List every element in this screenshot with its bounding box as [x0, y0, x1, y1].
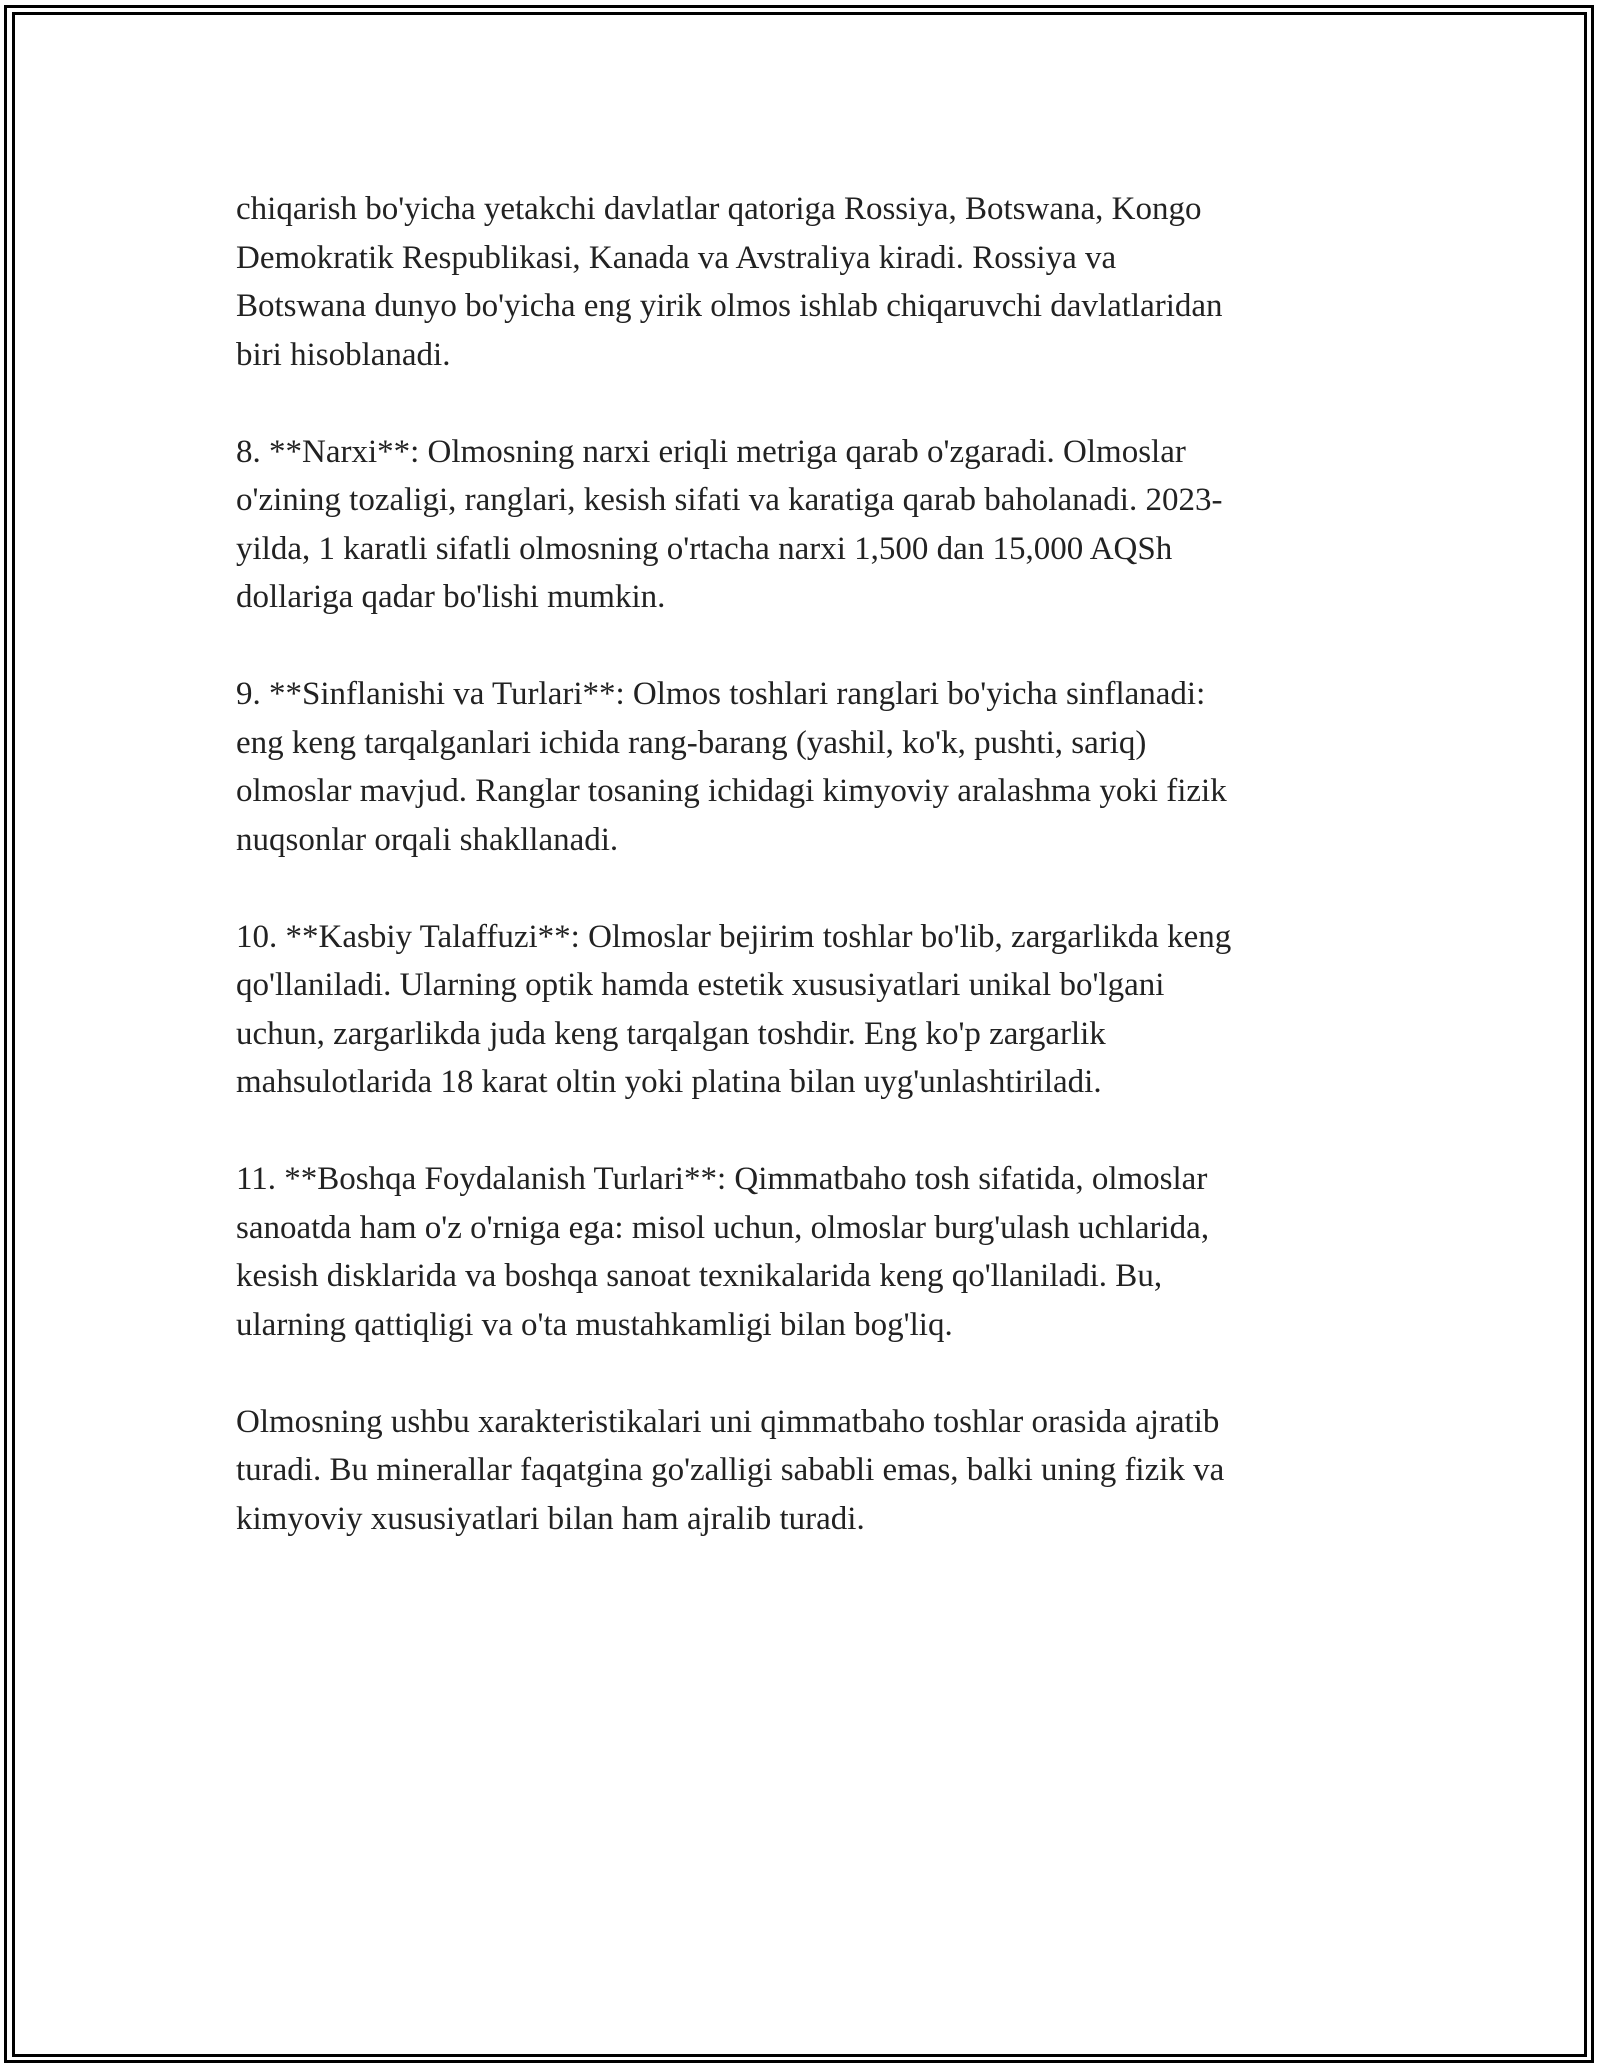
text-line: kimyoviy xususiyatlari bilan ham ajralib turadi.	[236, 1500, 865, 1537]
text-line: ularning qattiqligi va o'ta mustahkamligi bilan bog'liq.	[236, 1306, 953, 1343]
paragraph-industrial-use	[236, 1155, 1366, 1349]
text-line: chiqarish bo'yicha yetakchi davlatlar qatoriga Rossiya, Botswana, Kongo	[236, 191, 1202, 227]
text-line: eng keng tarqalganlari ichida rang-barang (yashil, ko'k, pushti, sariq)	[236, 724, 1147, 761]
text-line: Demokratik Respublikasi, Kanada va Avstraliya kiradi. Rossiya va	[236, 239, 1117, 276]
text-line: uchun, zargarlikda juda keng tarqalgan toshdir. Eng ko'p zargarlik	[236, 1015, 1106, 1052]
text-line: mahsulotlarida 18 karat oltin yoki platina bilan uyg'unlashtiriladi.	[236, 1064, 1102, 1100]
paragraph-producers	[236, 185, 1366, 379]
text-line: yilda, 1 karatli sifatli olmosning o'rtacha narxi 1,500 dan 15,000 AQSh	[236, 530, 1173, 567]
text-line: sanoatda ham o'z o'rniga ega: misol uchun, olmoslar burg'ulash uchlarida,	[236, 1209, 1210, 1246]
text-line: kesish disklarida va boshqa sanoat texnikalarida keng qo'llaniladi. Bu,	[236, 1258, 1163, 1294]
text-line: Botswana dunyo bo'yicha eng yirik olmos ishlab chiqaruvchi davlatlaridan	[236, 288, 1223, 324]
text-line: turadi. Bu minerallar faqatgina go'zalligi sababli emas, balki uning fizik va	[236, 1452, 1225, 1488]
text-line: biri hisoblanadi.	[236, 336, 451, 373]
text-line: 11. **Boshqa Foydalanish Turlari**: Qimmatbaho tosh sifatida, olmoslar	[236, 1161, 1208, 1197]
text-line: qo'llaniladi. Ularning optik hamda estetik xususiyatlari unikal bo'lgani	[236, 967, 1165, 1003]
text-line: olmoslar mavjud. Ranglar tosaning ichidagi kimyoviy aralashma yoki fizik	[236, 773, 1227, 809]
text-line: 10. **Kasbiy Talaffuzi**: Olmoslar bejirim toshlar bo'lib, zargarlikda keng	[236, 918, 1232, 955]
document-body	[236, 185, 1366, 1592]
text-line: dollariga qadar bo'lishi mumkin.	[236, 579, 666, 615]
text-line: Olmosning ushbu xarakteristikalari uni qimmatbaho toshlar orasida ajratib	[236, 1403, 1220, 1440]
paragraph-conclusion	[236, 1398, 1366, 1544]
text-line: 8. **Narxi**: Olmosning narxi eriqli metriga qarab o'zgaradi. Olmoslar	[236, 433, 1186, 470]
text-line: nuqsonlar orqali shakllanadi.	[236, 821, 619, 858]
text-line: o'zining tozaligi, ranglari, kesish sifati va karatiga qarab baholanadi. 2023-	[236, 482, 1223, 518]
paragraph-classification	[236, 670, 1366, 864]
paragraph-price	[236, 428, 1366, 622]
text-line: 9. **Sinflanishi va Turlari**: Olmos toshlari ranglari bo'yicha sinflanadi:	[236, 676, 1206, 712]
paragraph-jewelry	[236, 913, 1366, 1107]
